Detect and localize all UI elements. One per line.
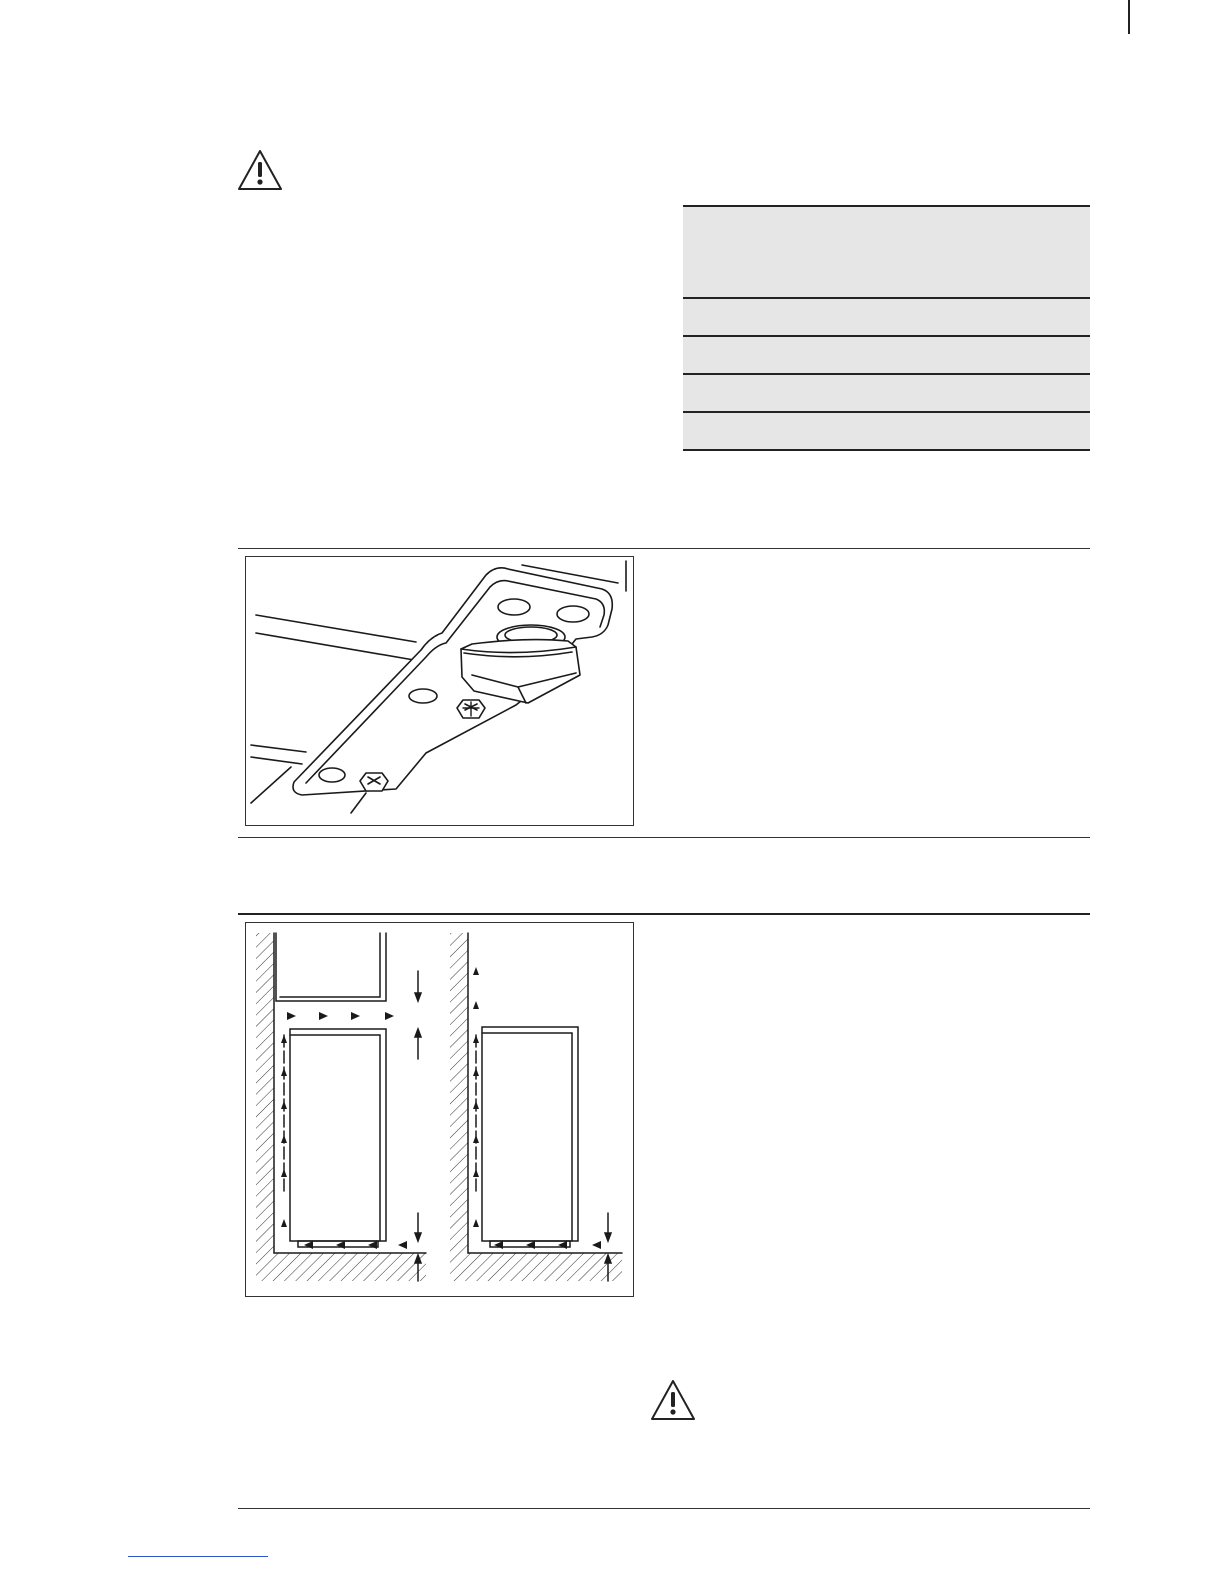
section-divider [238, 548, 1090, 549]
table-header [683, 205, 1090, 299]
foot-figure [245, 556, 634, 826]
ventilation-figure [245, 922, 634, 1297]
footer-link-underline[interactable] [128, 1556, 268, 1557]
warning-triangle-icon [236, 148, 284, 192]
table-row [683, 375, 1090, 413]
warning-triangle-icon [649, 1378, 697, 1422]
footer-divider [238, 1508, 1090, 1509]
table-row [683, 413, 1090, 451]
section-divider [238, 837, 1090, 838]
table-row [683, 299, 1090, 337]
table-row [683, 337, 1090, 375]
page-edge-mark [1128, 0, 1130, 34]
spec-table [683, 205, 1090, 451]
section-divider [238, 913, 1090, 915]
